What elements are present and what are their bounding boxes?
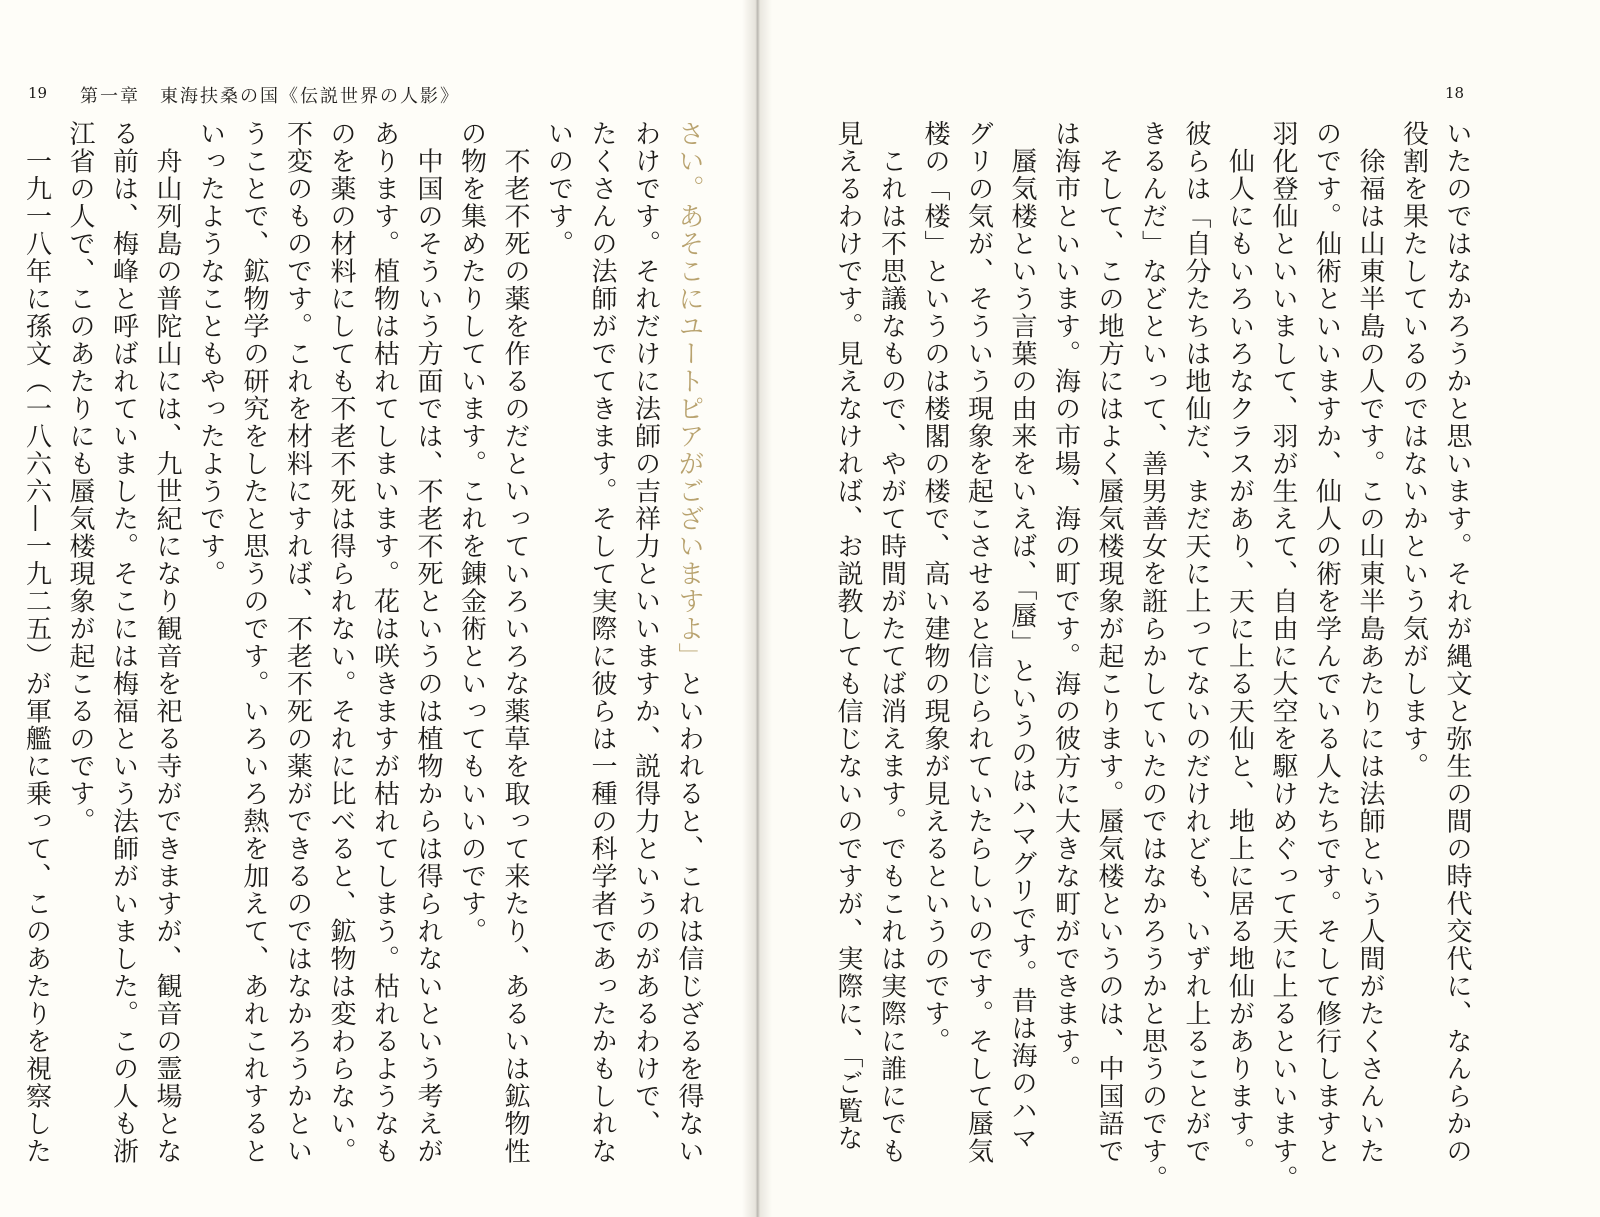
- book-gutter: [742, 0, 772, 1217]
- text-column: 仙人にもいろいろなクラスがあり、天に上る天仙と、地上に居る地仙があります。: [1224, 120, 1255, 1165]
- text-column: そして、この地方にはよく蜃気楼現象が起こります。蜃気楼というのは、中国語で: [1094, 120, 1124, 1165]
- text-column: たくさんの法師がでてきます。そして実際に彼らは一種の科学者であったかもしれな: [587, 120, 617, 1165]
- left-page-body: [21, 120, 710, 1200]
- text-column: 舟山列島の普陀山には、九世紀になり観音を祀る寺ができますが、観音の霊場とな: [152, 120, 182, 1165]
- text-column: うことで、鉱物学の研究をしたと思うのです。いろいろ熱を加えて、あれこれすると: [239, 120, 269, 1165]
- text-column: のです。仙術といいますか、仙人の術を学んでいる人たちです。そして修行しますと: [1311, 120, 1342, 1165]
- text-column: 彼らは「自分たちは地仙だ、まだ天に上ってないのだけれども、いずれ上ることがで: [1181, 120, 1211, 1165]
- left-page-number: 19: [28, 84, 48, 102]
- text-column: いたのではなかろうかと思います。それが縄文と弥生の間の時代交代に、なんらかの: [1442, 120, 1472, 1165]
- text-column: いのです。: [543, 120, 574, 258]
- text-column: のを薬の材料にしても不老不死は得られない。それに比べると、鉱物は変わらない。: [326, 120, 356, 1165]
- text-column: わけです。それだけに法師の吉祥力といいますか、説得力というのがあるわけで、: [630, 120, 661, 1138]
- text-column: 楼の「楼」というのは楼閣の楼で、高い建物の現象が見えるというのです。: [920, 120, 950, 1055]
- text-column: は海市といいます。海の市場、海の町です。海の彼方に大きな町ができます。: [1050, 120, 1081, 1083]
- text-column: 徐福は山東半島の人です。この山東半島あたりには法師という人間がたくさんいた: [1355, 120, 1385, 1165]
- text-column: 不老不死の薬を作るのだといっていろいろな薬草を取って来たり、あるいは鉱物性: [500, 120, 530, 1165]
- text-column: あります。植物は枯れてしまいます。花は咲きますが枯れてしまう。枯れるようなも: [369, 120, 400, 1165]
- text-column: 見えるわけです。見えなければ、お説教しても信じないのですが、実際に、「ご覧な: [833, 120, 863, 1152]
- text-column: グリの気が、そういう現象を起こさせると信じられていたらしいのです。そして蜃気: [963, 120, 994, 1165]
- right-page-body: [768, 120, 1478, 1200]
- text-column: 一九一八年に孫文（一八六六―一九二五）が軍艦に乗って、このあたりを視察した: [21, 120, 52, 1165]
- right-page-number: 18: [1445, 84, 1465, 102]
- text-column: る前は、梅峰と呼ばれていました。そこには梅福という法師がいました。この人も浙: [108, 120, 139, 1165]
- text-column: の物を集めたりしています。これを錬金術といってもいいのです。: [456, 120, 487, 945]
- text-column-rest: といわれると、これは信じざるを得ない: [674, 670, 704, 1165]
- text-column: 羽化登仙といいまして、羽が生えて、自由に大空を駆けめぐって天に上るといいます。: [1268, 120, 1298, 1193]
- text-column: 蜃気楼という言葉の由来をいえば、「蜃」というのはハマグリです。昔は海のハマ: [1007, 120, 1037, 1152]
- running-head: 第一章 東海扶桑の国《伝説世界の人影》: [80, 86, 460, 107]
- text-column: きるんだ」などといって、善男善女を誑らかしていたのではなかろうかと思うのです。: [1137, 120, 1168, 1193]
- text-column: 中国のそういう方面では、不老不死というのは植物からは得られないという考えが: [413, 120, 443, 1165]
- text-column: 江省の人で、このあたりにも蜃気楼現象が起こるのです。: [65, 120, 95, 835]
- text-column: 不変のものです。これを材料にすれば、不老不死の薬ができるのではなかろうかとい: [282, 120, 313, 1165]
- text-column: これは不思議なもので、やがて時間がたてば消えます。でもこれは実際に誰にでも: [876, 120, 907, 1165]
- text-column: 役割を果たしているのではないかという気がします。: [1398, 120, 1429, 780]
- faded-phrase: さい。あそこにユートピアがございますよ」: [674, 120, 704, 670]
- text-column: [667, 120, 711, 1200]
- left-page: [0, 0, 757, 1217]
- text-column: いったようなこともやったようです。: [195, 120, 226, 588]
